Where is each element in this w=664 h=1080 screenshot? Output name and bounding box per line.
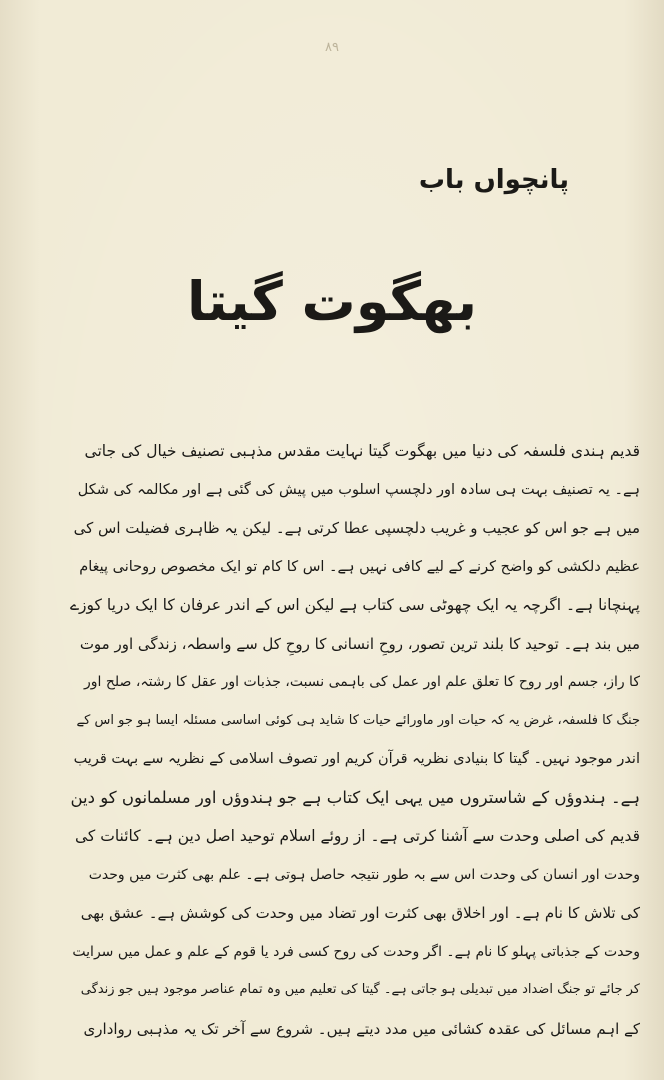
text-line: قدیم ہندی فلسفہ کی دنیا میں بھگوت گیتا نہایت مقدس مذہبی تصنیف خیال کی جاتی [84, 442, 640, 460]
text-line: عظیم دلکشی کو واضح کرنے کے لیے کافی نہیں ہے۔ اس کا کام تو ایک مخصوص روحانی پیغام [79, 558, 640, 575]
chapter-label: پانچواں باب [418, 165, 569, 195]
text-line: کی تلاش کا نام ہے۔ اور اخلاق بھی کثرت اور تضاد میں وحدت کی کوشش ہے۔ عشق بھی [80, 904, 640, 922]
text-line: جنگ کا فلسفہ، غرض یہ کہ حیات اور ماورائے حیات کا شاید ہی کوئی اساسی مسئلہ ایسا ہو جو اس کے [76, 712, 640, 728]
text-line: میں ہے جو اس کو عجیب و غریب دلچسپی عطا کرتی ہے۔ لیکن یہ ظاہری فضیلت اس کی [73, 519, 640, 537]
text-line: کر جائے تو جنگ اضداد میں تبدیلی ہو جاتی ہے۔ گیتا کی تعلیم میں وہ تمام عناصر موجود ہیں جو زندگی [80, 982, 640, 997]
text-line: پہنچانا ہے۔ اگرچہ یہ ایک چھوٹی سی کتاب ہے لیکن اس کے اندر عرفان کا ایک دریا کوزے [70, 596, 640, 614]
text-line: وحدت اور انسان کی وحدت اس سے بہ طور نتیجہ حاصل ہوتی ہے۔ علم بھی کثرت میں وحدت [88, 866, 640, 883]
text-line: میں بند ہے۔ توحید کا بلند ترین تصور، روحِ انسانی کا روحِ کل سے واسطہ، زندگی اور موت [79, 634, 640, 653]
text-line: اندر موجود نہیں۔ گیتا کا بنیادی نظریہ قرآن کریم اور تصوف اسلامی کے نظریہ سے بہت قریب [73, 751, 640, 767]
chapter-title: بھگوت گیتا [186, 270, 477, 333]
body-text [70, 432, 640, 1048]
text-line: وحدت کے جذباتی پہلو کا نام ہے۔ اگر وحدت کی روح کسی فرد یا قوم کے علم و عمل میں سرایت [72, 943, 640, 960]
text-line: کا راز، جسم اور روح کا تعلق علم اور عمل کی باہمی نسبت، جذبات اور عقل کا رشتہ، صلح اور [84, 674, 640, 690]
text-line: کے اہم مسائل کی عقدہ کشائی میں مدد دیتے ہیں۔ شروع سے آخر تک یہ مذہبی رواداری [83, 1019, 640, 1038]
text-line: قدیم کی اصلی وحدت سے آشنا کرتی ہے۔ از روئے اسلام توحید اصل دین ہے۔ کائنات کی [75, 827, 640, 845]
text-line: ہے۔ ہندوؤں کے شاستروں میں یہی ایک کتاب ہے جو ہندوؤں اور مسلمانوں کو دین [70, 787, 640, 807]
page-number: ۸۹ [325, 40, 339, 55]
text-line: ہے۔ یہ تصنیف بہت ہی سادہ اور دلچسپ اسلوب میں پیش کی گئی ہے اور مکالمہ کی شکل [77, 481, 640, 498]
